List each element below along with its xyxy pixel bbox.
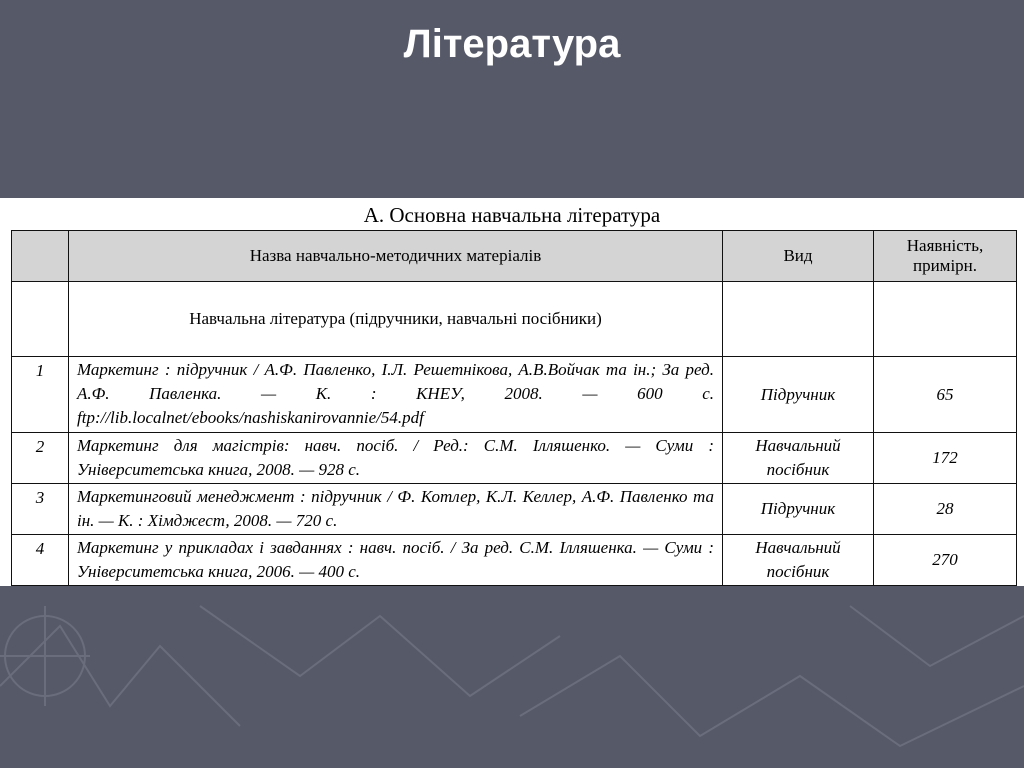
background-pattern <box>0 586 1024 768</box>
row-count: 65 <box>874 357 1017 433</box>
section-num <box>12 282 69 357</box>
table-row <box>12 357 1017 433</box>
row-kind: Навчальний посібник <box>723 433 874 484</box>
section-count <box>874 282 1017 357</box>
row-title: Маркетинг : підручник / А.Ф. Павленко, І.Л. Решетнікова, А.В.Войчак та ін.; За ред. А.Ф. Павленка. — К. : КНЕУ, 2008. — 600 с. ftp://lib.localnet/ebooks/nashiskanirovannie/54.pdf <box>69 357 723 433</box>
row-num: 3 <box>12 484 69 535</box>
slide-title: Література <box>403 22 621 66</box>
row-kind: Підручник <box>723 484 874 535</box>
row-kind: Підручник <box>723 357 874 433</box>
row-title: Маркетинг для магістрів: навч. посіб. / Ред.: С.М. Ілляшенко. — Суми : Університетська книга, 2008. — 928 с. <box>69 433 723 484</box>
row-count: 28 <box>874 484 1017 535</box>
header-count: Наявність, примірн. <box>874 231 1017 282</box>
section-kind <box>723 282 874 357</box>
section-heading: А. Основна навчальна література <box>363 203 661 227</box>
table-row <box>12 484 1017 535</box>
row-title: Маркетинговий менеджмент : підручник / Ф. Котлер, К.Л. Келлер, А.Ф. Павленко та ін. — К. : Хімджест, 2008. — 720 с. <box>69 484 723 535</box>
table-row <box>12 535 1017 586</box>
row-num: 2 <box>12 433 69 484</box>
row-count: 270 <box>874 535 1017 586</box>
row-count: 172 <box>874 433 1017 484</box>
section-row <box>12 282 1017 357</box>
row-kind: Навчальний посібник <box>723 535 874 586</box>
row-title: Маркетинг у прикладах і завданнях : навч. посіб. / За ред. С.М. Ілляшенка. — Суми : Університетська книга, 2006. — 400 с. <box>69 535 723 586</box>
row-num: 1 <box>12 357 69 433</box>
table-header-row <box>12 231 1017 282</box>
literature-table <box>11 230 1017 586</box>
header-num <box>12 231 69 282</box>
header-kind: Вид <box>723 231 874 282</box>
section-title: Навчальна література (підручники, навчальні посібники) <box>69 282 723 357</box>
row-num: 4 <box>12 535 69 586</box>
table-row <box>12 433 1017 484</box>
header-title: Назва навчально-методичних матеріалів <box>69 231 723 282</box>
